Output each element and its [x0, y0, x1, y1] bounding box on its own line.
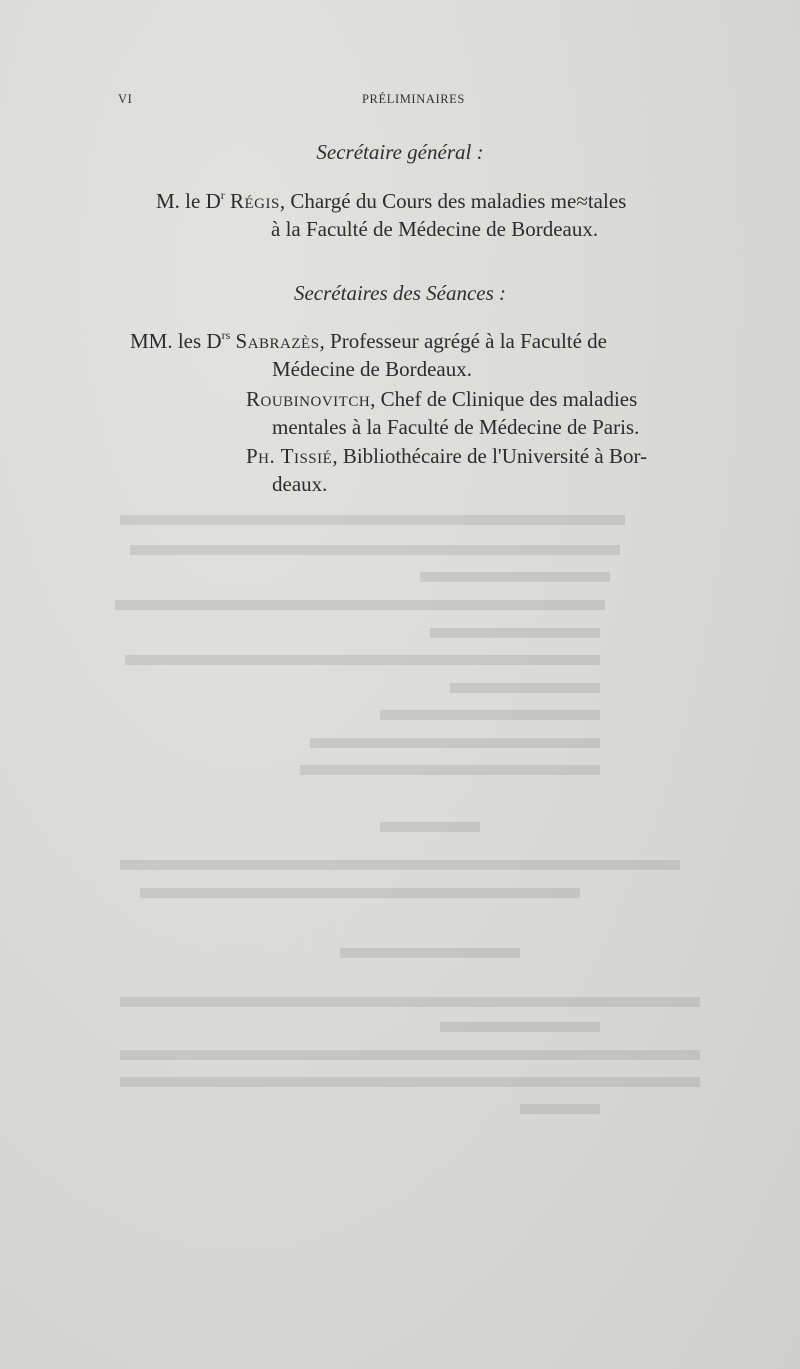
entry-roubinovitch: [246, 385, 718, 441]
entry-prefix: MM. les D: [130, 329, 222, 353]
entry-tissie: [246, 442, 718, 498]
section-heading-secretaire-general: Secrétaire général :: [316, 140, 484, 164]
entry-sabrazes: [130, 327, 718, 383]
entry-text: , Chargé du Cours des maladies me≈tales: [279, 189, 627, 213]
entry-continuation: à la Faculté de Médecine de Bordeaux.: [271, 217, 599, 241]
page-number: VI: [118, 92, 133, 106]
entry-continuation: Médecine de Bordeaux.: [272, 357, 473, 381]
section-heading-secretaires-seances: Secrétaires des Séances :: [293, 281, 507, 305]
running-title: PRÉLIMINAIRES: [362, 92, 465, 106]
entry-line: [130, 327, 718, 355]
entry-line: [246, 442, 718, 470]
entry-regis: [156, 187, 718, 243]
title-abbrev: rs: [221, 328, 231, 342]
entry-line: [156, 187, 718, 215]
person-name: Sabrazès: [235, 329, 320, 353]
entry-text: , Chef de Clinique des maladies: [370, 387, 638, 411]
entry-text: , Professeur agrégé à la Faculté de: [319, 329, 608, 353]
entry-continuation: deaux.: [272, 472, 328, 496]
entry-text: , Bibliothécaire de l'Université à Bor-: [332, 444, 648, 468]
entry-prefix: M. le D: [156, 189, 221, 213]
entry-continuation: mentales à la Faculté de Médecine de Paris.: [272, 415, 640, 439]
person-name: Régis: [230, 189, 280, 213]
title-abbrev: r: [220, 188, 225, 202]
person-name: Ph. Tissié: [246, 444, 333, 468]
entry-line: [246, 385, 718, 413]
person-name: Roubinovitch: [246, 387, 371, 411]
